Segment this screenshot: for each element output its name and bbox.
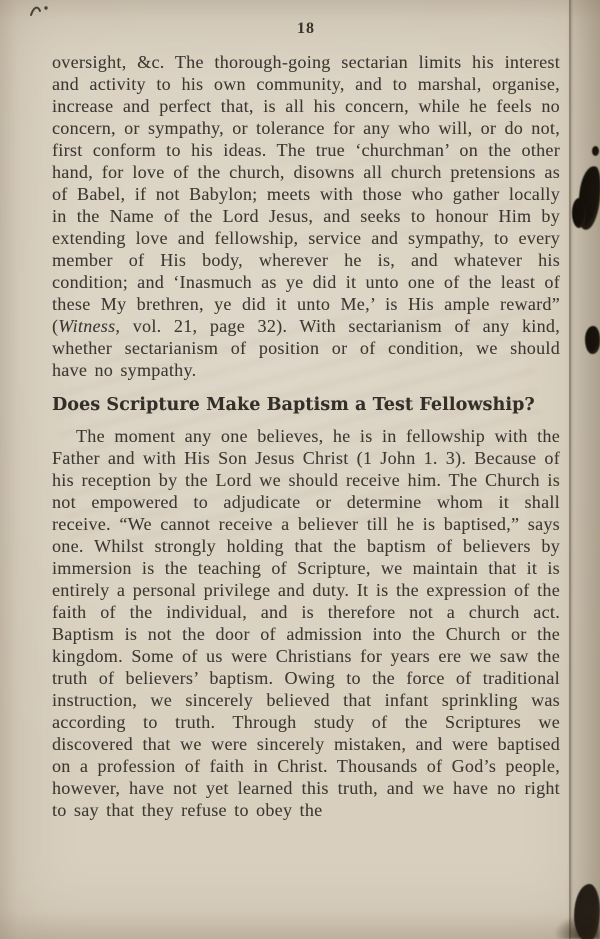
ink-smudge	[554, 914, 600, 939]
paragraph-baptism-fellowship: The moment any one believes, he is in fellowship with the Father and with His Son Jesus Christ (1 John 1. 3). Because of his reception by the Lord we should receive him. The Church is not empowered to adjudicate or determine whom it shall receive. “We cannot receive a believer till he is baptised,” says one. Whilst strongly holding that the baptism of believers by immersion is the teaching of Scripture, we maintain that it is entirely a personal privilege and duty. It is the expression of the faith of the individual, and is therefore not a church act. Baptism is not the door of admission into the Church or the kingdom. Some of us were Christians for years ere we saw the truth of believers’ baptism. Owing to the force of traditional instruction, we sincerely believed that infant sprinkling was according to truth. Through study of the Scriptures we discovered that we were sincerely mistaken, and were baptised on a profession of faith in Christ. Thousands of God’s people, however, have not yet learned this truth, and we have no right to say that they refuse to obey the	[52, 426, 560, 820]
ink-blot	[572, 198, 586, 228]
page-edge	[571, 0, 600, 939]
paragraph-text: oversight, &c. The thorough-going sectarian limits his interest and activity to his own community, and to marshal, organise, increase and perfect that, is all his concern, while he feels no concern, or sympathy, or tolerance for any who will, or do not, first conform to his ideas. The true ‘churchman’ on the other hand, for love of the church, disowns all church pretensions as of Babel, if not Babylon; meets with those who gather locally in the Name of the Lord Jesus, and seeks to honour Him by extending love and fellowship, service and sympathy, to every member of His body, wherever he is, and whatever his condition; and ‘Inasmuch as ye did it unto one of the least of these My brethren, ye did it unto Me,’ is His ample reward” (	[52, 52, 560, 336]
ink-blot	[585, 326, 600, 354]
page-edge-line	[569, 0, 571, 939]
paragraph-sectarianism	[52, 51, 560, 381]
section-heading: Does Scripture Make Baptism a Test Fellowship?	[52, 395, 535, 415]
text-block	[52, 20, 560, 821]
citation-witness: Witness	[58, 316, 116, 336]
page-number: 18	[297, 20, 315, 37]
ink-blot	[592, 146, 599, 156]
pen-mark	[28, 2, 54, 20]
paragraph-text: , vol. 21, page 32). With sectarianism of any kind, whether sectarianism of position or of condition, we should have no sympathy.	[52, 316, 560, 380]
